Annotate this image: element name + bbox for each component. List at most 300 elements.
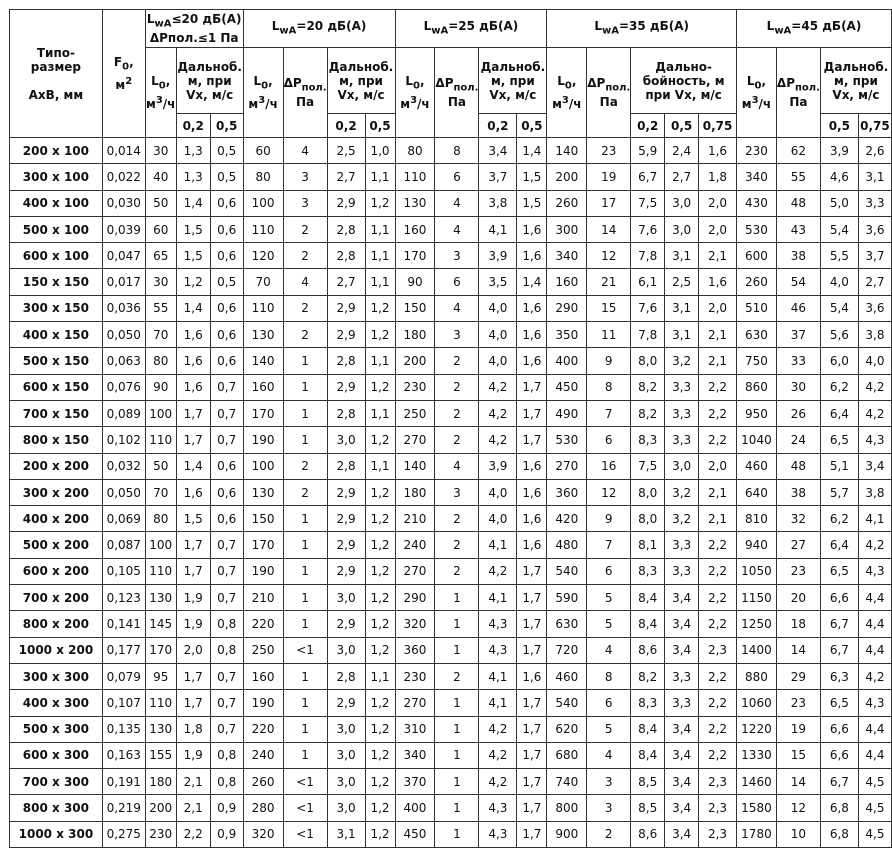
table-cell: 160	[395, 216, 435, 242]
table-cell: 1,2	[365, 716, 395, 742]
table-cell: 1,9	[176, 611, 210, 637]
table-cell: 2,9	[327, 558, 365, 584]
table-cell: 8,6	[631, 821, 665, 847]
table-row	[10, 243, 892, 269]
table-cell: 4,3	[479, 795, 517, 821]
table-cell: 190	[243, 558, 283, 584]
table-cell: 3,8	[858, 322, 891, 348]
table-cell: 360	[547, 479, 587, 505]
table-cell: 1	[435, 769, 479, 795]
table-cell: 8,3	[631, 690, 665, 716]
table-cell: 2	[435, 663, 479, 689]
table-cell: 90	[145, 374, 176, 400]
table-cell: 23	[776, 690, 820, 716]
selection-table	[9, 9, 892, 848]
table-cell: 3,8	[479, 190, 517, 216]
type-size-cell: 400 х 300	[10, 690, 103, 716]
type-size-cell: 600 х 200	[10, 558, 103, 584]
table-cell: 50	[145, 190, 176, 216]
table-cell: 2	[283, 322, 327, 348]
table-cell: 6	[587, 690, 631, 716]
table-cell: 0,076	[102, 374, 145, 400]
table-cell: 1	[435, 585, 479, 611]
table-cell: 1	[283, 585, 327, 611]
table-cell: 2	[435, 348, 479, 374]
table-cell: 0,107	[102, 690, 145, 716]
table-row	[10, 558, 892, 584]
table-cell: 1,7	[176, 690, 210, 716]
table-cell: 1	[435, 716, 479, 742]
table-cell: 2,2	[699, 742, 737, 768]
table-cell: 5,7	[820, 479, 858, 505]
table-cell: 3,4	[665, 795, 699, 821]
table-cell: 6	[435, 269, 479, 295]
table-cell: 0,7	[210, 400, 243, 426]
table-cell: 1330	[737, 742, 777, 768]
table-row	[10, 374, 892, 400]
table-cell: 1,2	[365, 322, 395, 348]
table-cell: 0,135	[102, 716, 145, 742]
table-cell: 0,105	[102, 558, 145, 584]
table-cell: 12	[587, 479, 631, 505]
table-cell: 1,7	[517, 585, 547, 611]
table-cell: 270	[395, 427, 435, 453]
table-cell: 1,8	[699, 164, 737, 190]
type-size-cell: 300 х 300	[10, 663, 103, 689]
table-cell: 0,014	[102, 138, 145, 164]
table-cell: 1,7	[517, 821, 547, 847]
table-cell: 6,2	[820, 506, 858, 532]
table-cell: 160	[547, 269, 587, 295]
table-cell: 1,5	[176, 506, 210, 532]
table-cell: 2,0	[699, 453, 737, 479]
table-cell: 340	[547, 243, 587, 269]
table-cell: 1,4	[517, 269, 547, 295]
table-cell: 1	[283, 611, 327, 637]
table-cell: 170	[243, 532, 283, 558]
table-cell: 2,9	[327, 295, 365, 321]
table-cell: 7,6	[631, 295, 665, 321]
table-cell: 2	[283, 243, 327, 269]
table-cell: 1,6	[517, 663, 547, 689]
table-cell: 2	[283, 453, 327, 479]
table-cell: 1,1	[365, 453, 395, 479]
table-cell: 110	[145, 558, 176, 584]
table-cell: 4,3	[858, 558, 891, 584]
header-pressure-drop: $\Delta P_{пол.}$ Па	[776, 48, 820, 138]
table-cell: 180	[395, 479, 435, 505]
header-group-lwa-45: $L_{wA}=45$ дБ(А)	[737, 10, 892, 48]
table-cell: 3,4	[665, 611, 699, 637]
table-cell: 1,2	[365, 769, 395, 795]
table-cell: 1,6	[517, 453, 547, 479]
table-cell: 2,3	[699, 795, 737, 821]
table-cell: 1,5	[517, 164, 547, 190]
table-cell: 4,6	[820, 164, 858, 190]
table-cell: 0,6	[210, 506, 243, 532]
table-cell: 0,123	[102, 585, 145, 611]
table-cell: 6,7	[820, 637, 858, 663]
table-cell: 130	[243, 322, 283, 348]
table-cell: 60	[145, 216, 176, 242]
table-cell: 46	[776, 295, 820, 321]
table-cell: 0,7	[210, 374, 243, 400]
table-cell: 1250	[737, 611, 777, 637]
table-cell: 6,6	[820, 742, 858, 768]
header-velocity: 0,2	[631, 114, 665, 138]
table-cell: 1,2	[176, 269, 210, 295]
table-cell: 1,4	[517, 138, 547, 164]
table-cell: 340	[395, 742, 435, 768]
table-cell: 8,2	[631, 400, 665, 426]
table-cell: 2,9	[327, 479, 365, 505]
table-cell: 130	[243, 479, 283, 505]
table-cell: 48	[776, 453, 820, 479]
table-cell: 8,4	[631, 611, 665, 637]
table-cell: 6,1	[631, 269, 665, 295]
table-cell: 2,9	[327, 611, 365, 637]
table-cell: 3,4	[665, 821, 699, 847]
table-cell: <1	[283, 795, 327, 821]
type-size-cell: 600 х 100	[10, 243, 103, 269]
table-cell: 170	[395, 243, 435, 269]
table-cell: 0,050	[102, 322, 145, 348]
table-cell: 18	[776, 611, 820, 637]
table-cell: 5,0	[820, 190, 858, 216]
table-cell: 1,6	[517, 322, 547, 348]
table-cell: 110	[145, 427, 176, 453]
table-cell: 1,9	[176, 585, 210, 611]
type-size-cell: 600 х 300	[10, 742, 103, 768]
table-cell: 460	[737, 453, 777, 479]
table-cell: 7,6	[631, 216, 665, 242]
table-cell: 360	[395, 637, 435, 663]
table-cell: 540	[547, 690, 587, 716]
table-cell: 80	[243, 164, 283, 190]
table-cell: 1,7	[517, 374, 547, 400]
table-cell: 0,219	[102, 795, 145, 821]
table-cell: 680	[547, 742, 587, 768]
table-cell: 4,3	[479, 821, 517, 847]
table-cell: 54	[776, 269, 820, 295]
table-cell: 2,2	[699, 690, 737, 716]
table-cell: 1,6	[176, 322, 210, 348]
table-cell: 880	[737, 663, 777, 689]
table-cell: 80	[395, 138, 435, 164]
table-cell: 6,5	[820, 427, 858, 453]
table-cell: 6,7	[820, 611, 858, 637]
table-cell: 1,2	[365, 374, 395, 400]
header-velocity: 0,5	[517, 114, 547, 138]
table-cell: 2,3	[699, 769, 737, 795]
table-cell: 15	[587, 295, 631, 321]
table-cell: 6	[587, 427, 631, 453]
table-cell: 3	[283, 190, 327, 216]
header-pressure-drop: $\Delta P_{пол.}$ Па	[435, 48, 479, 138]
table-cell: 2,2	[699, 716, 737, 742]
table-cell: 3,0	[327, 585, 365, 611]
type-size-cell: 800 х 200	[10, 611, 103, 637]
table-cell: 6,7	[631, 164, 665, 190]
table-row	[10, 742, 892, 768]
table-cell: 3	[435, 243, 479, 269]
table-cell: 3,6	[858, 216, 891, 242]
header-range: Дальноб. м, при Vx, м/с	[479, 48, 547, 114]
table-cell: 4,2	[858, 532, 891, 558]
table-cell: 1,2	[365, 821, 395, 847]
table-cell: 3,4	[858, 453, 891, 479]
table-cell: 3,0	[665, 216, 699, 242]
table-cell: 2,7	[327, 269, 365, 295]
table-cell: 155	[145, 742, 176, 768]
table-cell: 1,6	[176, 479, 210, 505]
table-cell: 145	[145, 611, 176, 637]
table-row	[10, 663, 892, 689]
table-row	[10, 637, 892, 663]
table-cell: 8	[435, 138, 479, 164]
table-cell: 0,089	[102, 400, 145, 426]
table-cell: 8,4	[631, 585, 665, 611]
table-cell: 630	[547, 611, 587, 637]
table-cell: 1,6	[517, 348, 547, 374]
table-cell: 530	[547, 427, 587, 453]
table-cell: 140	[395, 453, 435, 479]
header-velocity: 0,2	[479, 114, 517, 138]
table-cell: 4,2	[858, 374, 891, 400]
table-cell: 3,0	[327, 637, 365, 663]
table-cell: 1,4	[176, 453, 210, 479]
table-cell: 19	[776, 716, 820, 742]
table-cell: 0,022	[102, 164, 145, 190]
table-cell: 620	[547, 716, 587, 742]
table-cell: 23	[776, 558, 820, 584]
table-cell: 130	[395, 190, 435, 216]
table-cell: 190	[243, 690, 283, 716]
header-flow: $L_0$, $м^3/ч$	[395, 48, 435, 138]
header-group-lwa-le20: $L_{wA}\le 20$ дБ(А) ΔРпол.≤1 Па	[145, 10, 243, 48]
table-cell: 2,0	[699, 216, 737, 242]
table-cell: 2,5	[665, 269, 699, 295]
table-cell: 6,5	[820, 690, 858, 716]
table-cell: 80	[145, 348, 176, 374]
table-cell: 7	[587, 400, 631, 426]
table-cell: 0,6	[210, 453, 243, 479]
type-size-cell: 700 х 150	[10, 400, 103, 426]
table-cell: 2,7	[327, 164, 365, 190]
table-cell: 940	[737, 532, 777, 558]
table-cell: 1,6	[699, 269, 737, 295]
table-cell: 2	[283, 479, 327, 505]
table-cell: 190	[243, 427, 283, 453]
table-cell: 2,1	[699, 322, 737, 348]
table-cell: 12	[776, 795, 820, 821]
table-cell: 14	[776, 637, 820, 663]
table-cell: 4	[587, 637, 631, 663]
table-cell: 0,7	[210, 532, 243, 558]
table-cell: 1,2	[365, 690, 395, 716]
table-cell: 4,2	[479, 400, 517, 426]
table-cell: 7	[587, 532, 631, 558]
table-cell: 1,2	[365, 190, 395, 216]
table-cell: 200	[395, 348, 435, 374]
table-cell: 600	[737, 243, 777, 269]
table-cell: 2,9	[327, 532, 365, 558]
table-cell: 2,8	[327, 216, 365, 242]
table-cell: 2,0	[176, 637, 210, 663]
table-cell: 1,1	[365, 216, 395, 242]
table-cell: 19	[587, 164, 631, 190]
table-cell: 1,6	[176, 348, 210, 374]
table-cell: 200	[547, 164, 587, 190]
table-cell: 200	[145, 795, 176, 821]
table-cell: 40	[145, 164, 176, 190]
table-cell: 20	[776, 585, 820, 611]
table-cell: 32	[776, 506, 820, 532]
table-cell: 62	[776, 138, 820, 164]
table-cell: 0,7	[210, 558, 243, 584]
table-cell: 3,1	[327, 821, 365, 847]
type-size-cell: 400 х 200	[10, 506, 103, 532]
table-cell: 1	[283, 742, 327, 768]
table-cell: 0,7	[210, 585, 243, 611]
table-cell: 290	[547, 295, 587, 321]
table-cell: 0,8	[210, 742, 243, 768]
table-cell: 1,7	[517, 795, 547, 821]
table-row	[10, 769, 892, 795]
table-cell: 1,6	[517, 243, 547, 269]
table-cell: 160	[243, 374, 283, 400]
table-cell: 2,9	[327, 322, 365, 348]
table-cell: 8,0	[631, 348, 665, 374]
table-cell: 4,2	[479, 769, 517, 795]
table-cell: 1,6	[517, 216, 547, 242]
table-cell: 290	[395, 585, 435, 611]
table-cell: 2	[435, 558, 479, 584]
table-cell: 0,275	[102, 821, 145, 847]
table-cell: 3,1	[665, 322, 699, 348]
table-cell: 4,0	[479, 295, 517, 321]
table-cell: 2	[435, 374, 479, 400]
table-cell: 3,3	[665, 558, 699, 584]
header-group-lwa-35: $L_{wA}=35$ дБ(А)	[547, 10, 737, 48]
header-flow: $L_0$, $м^3/ч$	[737, 48, 777, 138]
table-cell: 1460	[737, 769, 777, 795]
table-cell: 5,9	[631, 138, 665, 164]
table-cell: 100	[145, 532, 176, 558]
table-cell: 1,9	[176, 742, 210, 768]
table-cell: 2,1	[699, 506, 737, 532]
table-cell: 1,2	[365, 479, 395, 505]
table-cell: 8	[587, 663, 631, 689]
header-flow: $L_0$, $м^3/ч$	[145, 48, 176, 138]
table-cell: 4	[587, 742, 631, 768]
table-cell: 3,0	[327, 795, 365, 821]
table-row	[10, 348, 892, 374]
table-cell: 4,4	[858, 611, 891, 637]
table-cell: 30	[145, 138, 176, 164]
table-cell: 170	[145, 637, 176, 663]
table-cell: 140	[547, 138, 587, 164]
table-cell: 1400	[737, 637, 777, 663]
table-cell: 1,3	[176, 138, 210, 164]
table-cell: 0,039	[102, 216, 145, 242]
table-cell: 26	[776, 400, 820, 426]
table-cell: 43	[776, 216, 820, 242]
table-cell: 4,2	[479, 427, 517, 453]
table-cell: 2	[435, 427, 479, 453]
table-cell: 6,4	[820, 400, 858, 426]
type-size-cell: 150 х 150	[10, 269, 103, 295]
header-velocity: 0,2	[176, 114, 210, 138]
table-cell: 4,0	[820, 269, 858, 295]
table-cell: 8,4	[631, 716, 665, 742]
type-size-cell: 1000 х 300	[10, 821, 103, 847]
table-cell: 1	[283, 663, 327, 689]
table-cell: 1	[283, 374, 327, 400]
table-cell: 2,9	[327, 690, 365, 716]
type-size-cell: 600 х 150	[10, 374, 103, 400]
table-cell: 1,5	[517, 190, 547, 216]
table-cell: 55	[145, 295, 176, 321]
table-cell: <1	[283, 637, 327, 663]
table-cell: 4,4	[858, 637, 891, 663]
table-cell: 17	[587, 190, 631, 216]
table-cell: 3,3	[665, 532, 699, 558]
table-cell: 4	[435, 453, 479, 479]
table-cell: 90	[395, 269, 435, 295]
table-cell: 3,1	[665, 295, 699, 321]
table-cell: 0,017	[102, 269, 145, 295]
table-cell: 0,191	[102, 769, 145, 795]
table-cell: 1,6	[699, 138, 737, 164]
table-cell: 2	[283, 295, 327, 321]
table-cell: 1	[435, 742, 479, 768]
table-cell: 1,5	[176, 243, 210, 269]
table-cell: 4,5	[858, 821, 891, 847]
table-cell: 0,079	[102, 663, 145, 689]
table-cell: 3,4	[665, 585, 699, 611]
type-size-cell: 500 х 300	[10, 716, 103, 742]
table-cell: 1,7	[176, 532, 210, 558]
table-cell: 220	[243, 611, 283, 637]
table-cell: 1	[435, 690, 479, 716]
table-cell: 1	[283, 690, 327, 716]
table-cell: 3,4	[479, 138, 517, 164]
table-cell: 6	[587, 558, 631, 584]
header-pressure-drop: $\Delta P_{пол.}$ Па	[283, 48, 327, 138]
table-cell: 8,0	[631, 479, 665, 505]
table-cell: 1,7	[176, 427, 210, 453]
table-cell: 230	[737, 138, 777, 164]
table-cell: 0,163	[102, 742, 145, 768]
table-cell: 1	[283, 558, 327, 584]
type-size-cell: 500 х 150	[10, 348, 103, 374]
table-cell: 160	[243, 663, 283, 689]
table-cell: 450	[547, 374, 587, 400]
table-cell: 12	[587, 243, 631, 269]
table-cell: 1040	[737, 427, 777, 453]
table-cell: <1	[283, 821, 327, 847]
table-cell: 3,3	[665, 400, 699, 426]
table-cell: 1,7	[176, 400, 210, 426]
table-row	[10, 138, 892, 164]
table-cell: 5,4	[820, 295, 858, 321]
table-cell: 420	[547, 506, 587, 532]
header-group-lwa-20: $L_{wA}=20$ дБ(А)	[243, 10, 395, 48]
table-cell: 2,7	[858, 269, 891, 295]
table-cell: 120	[243, 243, 283, 269]
table-cell: 4,0	[479, 322, 517, 348]
